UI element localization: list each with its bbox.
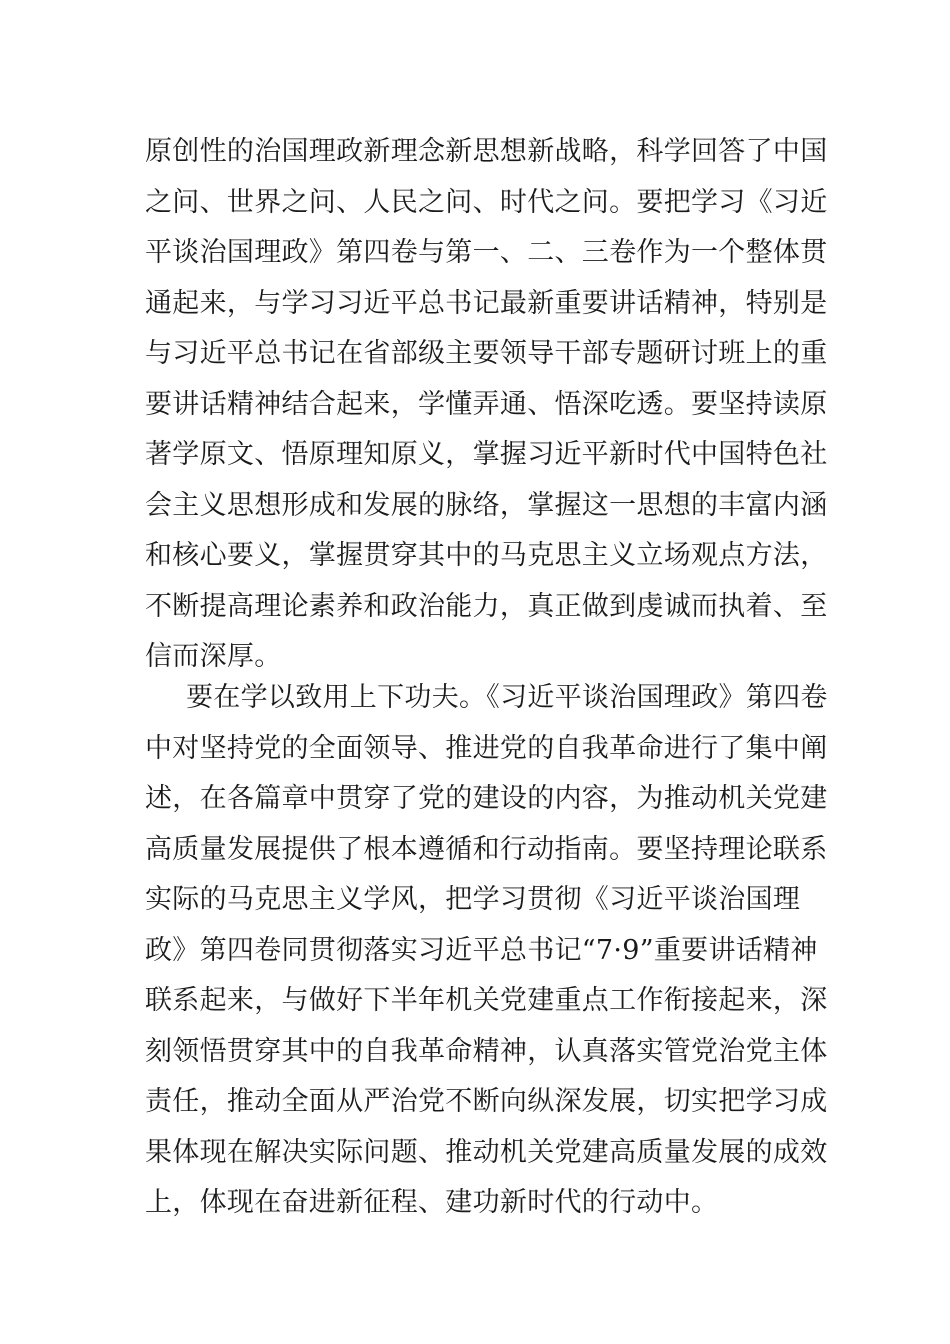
text-line: 责任，推动全面从严治党不断向纵深发展，切实把学习成 (145, 1086, 828, 1117)
text-line: 平谈治国理政》第四卷与第一、二、三卷作为一个整体贯 (145, 237, 828, 268)
text-line: 之问、世界之问、人民之问、时代之问。要把学习《习近 (145, 186, 828, 218)
text-line: 中对坚持党的全面领导、推进党的自我革命进行了集中阐 (145, 732, 828, 764)
text-line: 和核心要义，掌握贯穿其中的马克思主义立场观点方法， (145, 540, 828, 571)
text-line: 与习近平总书记在省部级主要领导干部专题研讨班上的重 (145, 338, 828, 369)
text-line: 会主义思想形成和发展的脉络，掌握这一思想的丰富内涵 (145, 489, 828, 521)
text-line: 刻领悟贯穿其中的自我革命精神，认真落实管党治党主体 (145, 1035, 828, 1067)
text-line: 通起来，与学习习近平总书记最新重要讲话精神，特别是 (145, 287, 828, 319)
text-line: 高质量发展提供了根本遵循和行动指南。要坚持理论联系 (145, 833, 828, 865)
text-line: 果体现在解决实际问题、推动机关党建高质量发展的成效 (145, 1136, 828, 1168)
text-line: 政》第四卷同贯彻落实习近平总书记“7·9”重要讲话精神 (145, 934, 818, 966)
text-line: 要在学以致用上下功夫。《习近平谈治国理政》第四卷 (186, 682, 828, 713)
text-line: 联系起来，与做好下半年机关党建重点工作衔接起来，深 (145, 985, 828, 1016)
text-line: 上，体现在奋进新征程、建功新时代的行动中。 (145, 1187, 719, 1218)
text-line: 不断提高理论素养和政治能力，真正做到虔诚而执着、至 (145, 590, 828, 622)
text-line: 述，在各篇章中贯穿了党的建设的内容，为推动机关党建 (145, 783, 828, 814)
text-line: 原创性的治国理政新理念新思想新战略，科学回答了中国 (145, 136, 828, 167)
paragraph-1 (145, 127, 828, 683)
paragraph-2 (145, 673, 828, 1229)
text-line: 实际的马克思主义学风，把学习贯彻《习近平谈治国理 (145, 884, 801, 915)
text-line: 著学原文、悟原理知原义，掌握习近平新时代中国特色社 (145, 439, 828, 470)
text-line: 要讲话精神结合起来，学懂弄通、悟深吃透。要坚持读原 (145, 388, 828, 420)
text-line: 信而深厚。 (145, 641, 282, 672)
